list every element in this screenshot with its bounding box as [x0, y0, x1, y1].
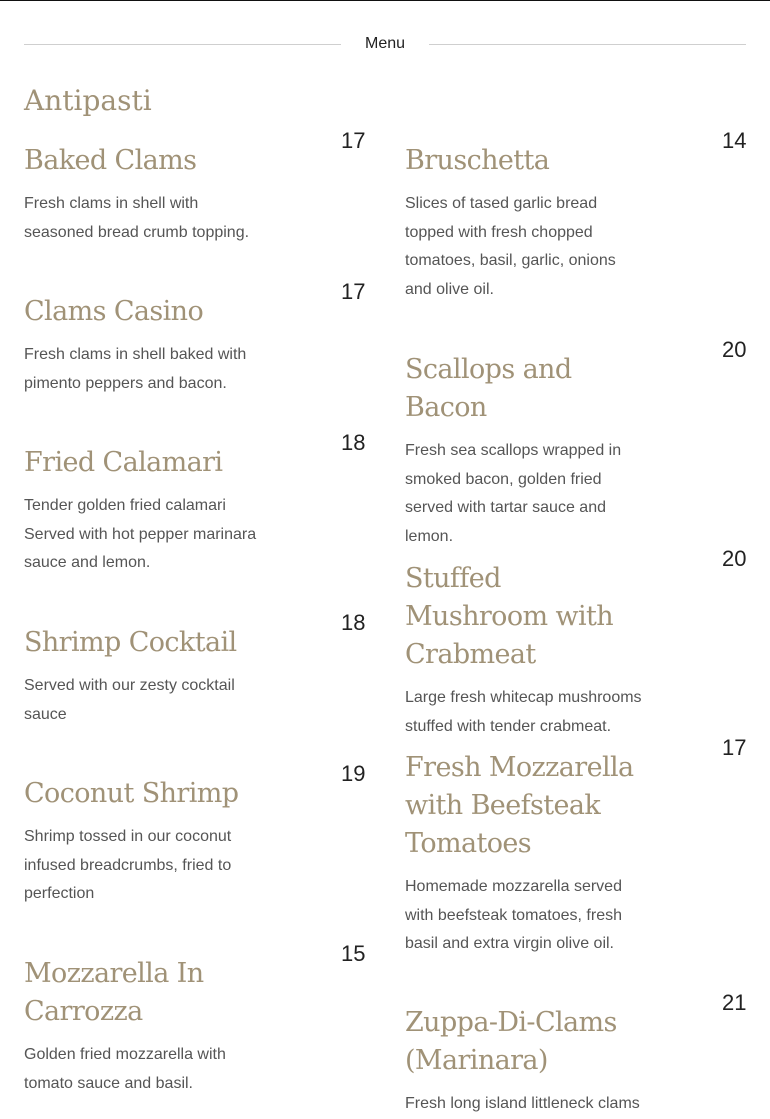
item-name: Zuppa-Di-Clams (Marinara) [405, 1007, 617, 1076]
menu-item[interactable] [405, 546, 747, 741]
item-name: Mozzarella In Carrozza [24, 958, 204, 1027]
item-description: Golden fried mozzarella with tomato sauce and basil. [24, 1046, 226, 1092]
item-price: 14 [722, 128, 747, 153]
item-name: Baked Clams [24, 145, 197, 176]
divider-left [24, 44, 341, 45]
item-description: Fresh sea scallops wrapped in smoked bacon, golden fried served with tartar sauce and lemon. [405, 442, 622, 545]
item-description: Fresh long island littleneck clams [405, 1095, 640, 1112]
section-title: Antipasti [24, 84, 152, 117]
item-description: Homemade mozzarella served with beefsteak tomatoes, fresh basil and extra virgin olive oil. [405, 878, 622, 953]
item-name: Shrimp Cocktail [24, 627, 237, 658]
item-description: Shrimp tossed in our coconut infused breadcrumbs, fried to perfection [24, 828, 232, 903]
item-price: 17 [722, 735, 747, 760]
item-price: 18 [341, 610, 366, 635]
item-name: Fried Calamari [24, 447, 223, 478]
item-price: 15 [341, 941, 366, 966]
menu-item[interactable] [24, 279, 366, 398]
item-description: Fresh clams in shell baked with pimento peppers and bacon. [24, 346, 247, 392]
menu-item[interactable] [405, 337, 747, 551]
menu-item[interactable] [24, 610, 366, 729]
menu-item[interactable] [24, 128, 366, 247]
menu-item[interactable] [24, 941, 366, 1098]
menu-item[interactable] [405, 128, 747, 304]
item-name: Coconut Shrimp [24, 778, 239, 809]
item-name: Fresh Mozzarella with Beefsteak Tomatoes [405, 752, 634, 859]
menu-item[interactable] [405, 735, 747, 959]
item-description: Fresh clams in shell with seasoned bread crumb topping. [24, 195, 250, 241]
item-price: 20 [722, 546, 747, 571]
menu-header [24, 33, 746, 55]
item-description: Slices of tased garlic bread topped with fresh chopped tomatoes, basil, garlic, onions and olive oil. [405, 195, 616, 298]
menu-title: Menu [365, 35, 406, 52]
item-price: 21 [722, 990, 747, 1015]
item-description: Tender golden fried calamari Served with hot pepper marinara sauce and lemon. [24, 497, 257, 572]
menu-item[interactable] [405, 990, 747, 1119]
item-name: Scallops and Bacon [405, 354, 572, 423]
menu-item[interactable] [24, 430, 366, 578]
item-description: Served with our zesty cocktail sauce [24, 677, 235, 723]
item-name: Clams Casino [24, 296, 204, 327]
item-price: 20 [722, 337, 747, 362]
item-price: 18 [341, 430, 366, 455]
menu-item[interactable] [24, 761, 366, 909]
item-name: Bruschetta [405, 145, 550, 176]
item-price: 17 [341, 128, 366, 153]
item-price: 19 [341, 761, 366, 786]
item-name: Stuffed Mushroom with Crabmeat [405, 563, 614, 670]
divider-right [429, 44, 746, 45]
item-price: 17 [341, 279, 366, 304]
item-description: Large fresh whitecap mushrooms stuffed with tender crabmeat. [405, 689, 642, 735]
